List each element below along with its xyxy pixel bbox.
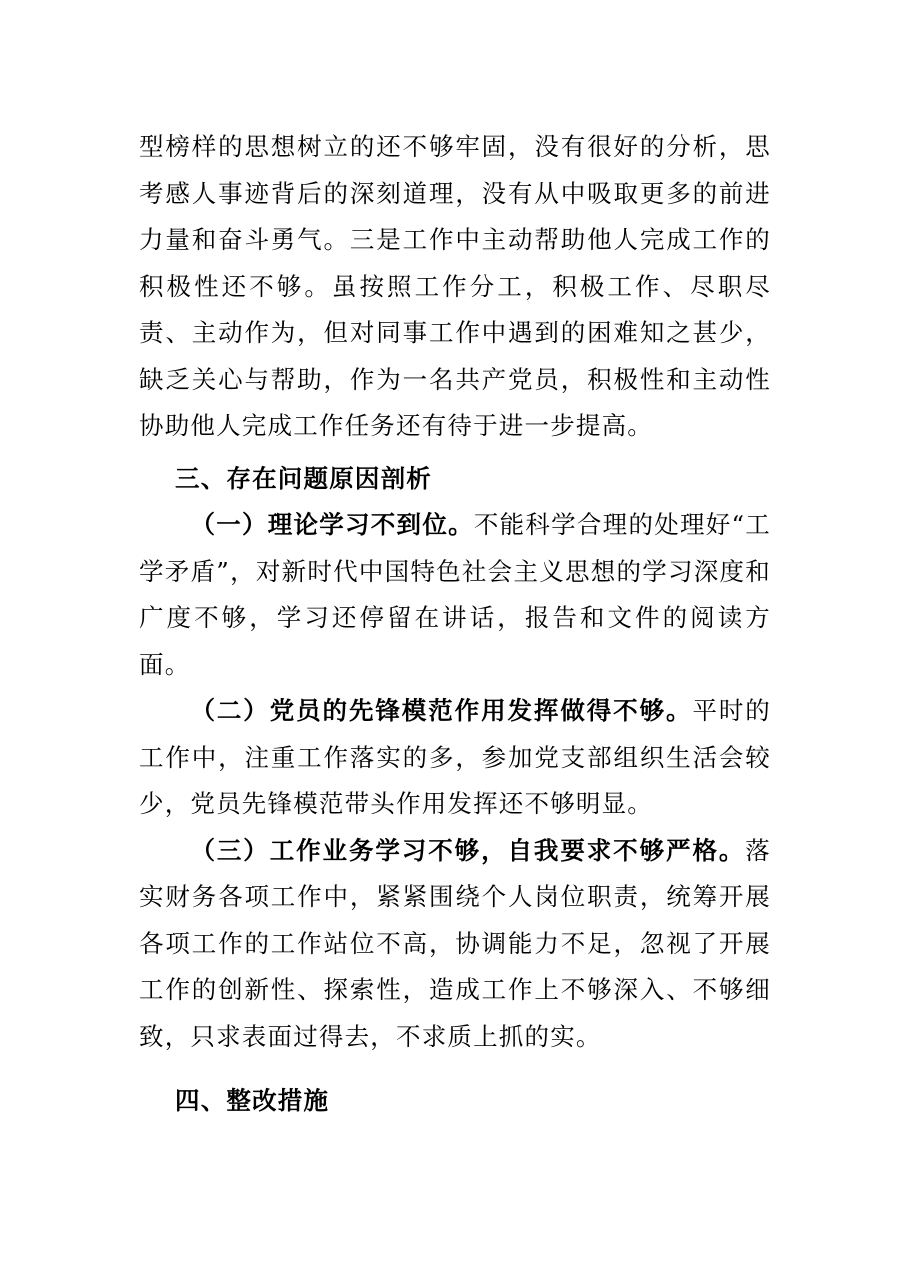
section-four-heading: 四、整改措施 xyxy=(175,1086,330,1115)
cause-item-3-lead: （三）工作业务学习不够，自我要求不够严格。 xyxy=(190,835,746,865)
cause-item-3-body: 落实财务各项工作中，紧紧围绕个人岗位职责，统筹开展各项工作的工作站位不高，协调能力不足，忽视了开展工作的创新性、探索性，造成工作上不够深入、不够细致，只求表面过得去，不求质上抓的实。 xyxy=(139,835,771,1051)
section-three-heading: 三、存在问题原因剖析 xyxy=(175,463,432,493)
cause-item-3 xyxy=(139,828,771,1061)
cause-item-2 xyxy=(139,688,771,828)
cause-item-1-lead: （一）理论学习不到位。 xyxy=(190,510,474,539)
cause-item-2-body: 平时的工作中，注重工作落实的多，参加党支部组织生活会较少，党员先锋模范带头作用发挥还不够明显。 xyxy=(139,696,771,818)
document-body xyxy=(139,124,771,1125)
cause-item-2-lead: （二）党员的先锋模范作用发挥做得不够。 xyxy=(190,696,693,725)
opening-paragraph: 型榜样的思想树立的还不够牢固，没有很好的分析，思考感人事迹背后的深刻道理，没有从中吸取更多的前进力量和奋斗勇气。三是工作中主动帮助他人完成工作的积极性还不够。虽按照工作分工，积极工作、尽职尽责、主动作为，但对同事工作中遇到的困难知之甚少，缺乏关心与帮助，作为一名共产党员，积极性和主动性协助他人完成工作任务还有待于进一步提高。 xyxy=(139,132,771,440)
cause-item-1-body: 不能科学合理的处理好“工学矛盾”，对新时代中国特色社会主义思想的学习深度和广度不够，学习还停留在讲话，报告和文件的阅读方面。 xyxy=(139,510,771,679)
cause-item-1 xyxy=(139,502,771,688)
